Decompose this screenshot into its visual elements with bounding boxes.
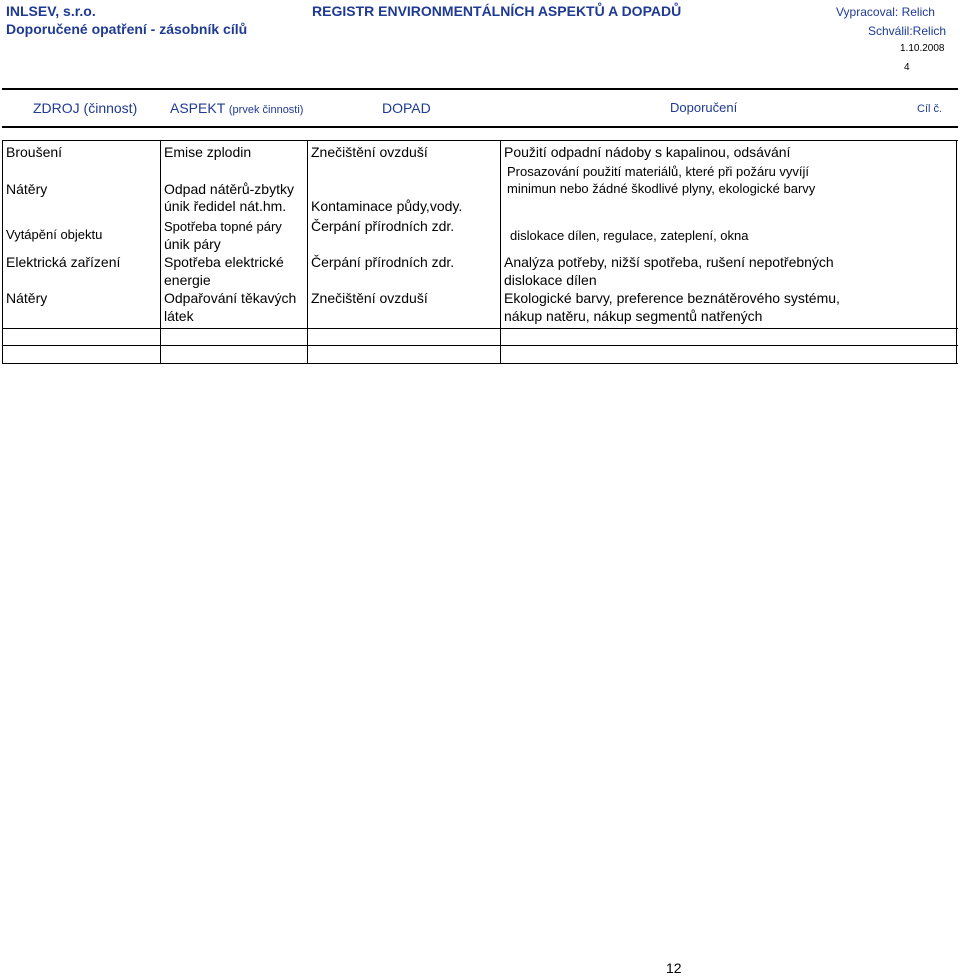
row-source: Nátěry bbox=[6, 181, 48, 197]
aspects-table bbox=[2, 140, 958, 364]
row-recommendation: Ekologické barvy, preference beznátěrového systému, bbox=[504, 290, 840, 306]
column-header-bar bbox=[2, 88, 958, 128]
row-divider bbox=[2, 345, 958, 346]
row-aspect: Odpařování těkavých bbox=[164, 290, 297, 306]
row-recommendation: Analýza potřeby, nižší spotřeba, rušení nepotřebných bbox=[504, 254, 834, 270]
approved-by: Schválil:Relich bbox=[868, 24, 947, 38]
document-subtitle: Doporučené opatření - zásobník cílů bbox=[6, 21, 248, 37]
row-recommendation: nákup natěru, nákup segmentů natřených bbox=[504, 308, 763, 324]
column-divider bbox=[500, 140, 501, 364]
column-header-aspect bbox=[170, 100, 303, 116]
row-source: Broušení bbox=[6, 144, 63, 160]
row-impact: Čerpání přírodních zdr. bbox=[311, 218, 455, 234]
row-source: Vytápění objektu bbox=[6, 227, 103, 242]
document-number: 4 bbox=[904, 62, 910, 73]
row-impact: Znečištění ovzduší bbox=[311, 290, 428, 306]
row-recommendation: dislokace dílen bbox=[504, 272, 597, 288]
row-divider bbox=[2, 328, 958, 329]
row-impact: Kontaminace půdy,vody. bbox=[311, 198, 463, 214]
table-rule-top bbox=[2, 140, 958, 141]
column-header-impact: DOPAD bbox=[382, 100, 431, 116]
row-aspect: Emise zplodin bbox=[164, 144, 252, 160]
column-header-aspect-label: ASPEKT bbox=[170, 100, 225, 116]
row-recommendation: dislokace dílen, regulace, zateplení, okna bbox=[510, 228, 749, 243]
column-header-source: ZDROJ (činnost) bbox=[33, 100, 138, 116]
register-title: REGISTR ENVIRONMENTÁLNÍCH ASPEKTŮ A DOPADŮ bbox=[312, 3, 682, 19]
document-date: 1.10.2008 bbox=[900, 43, 945, 54]
row-aspect: látek bbox=[164, 308, 194, 324]
row-aspect: Spotřeba elektrické bbox=[164, 254, 284, 270]
column-header-goal: Cíl č. bbox=[917, 103, 943, 115]
row-aspect: energie bbox=[164, 272, 211, 288]
row-source: Elektrická zařízení bbox=[6, 254, 121, 270]
row-aspect: Odpad nátěrů-zbytky bbox=[164, 181, 294, 197]
row-aspect: Spotřeba topné páry bbox=[164, 219, 282, 234]
row-impact: Znečištění ovzduší bbox=[311, 144, 428, 160]
page-number: 12 bbox=[666, 960, 682, 976]
row-recommendation: Prosazování použití materiálů, které při požáru vyvíjí bbox=[507, 164, 810, 179]
row-aspect: únik páry bbox=[164, 236, 221, 252]
column-header-aspect-note: (prvek činnosti) bbox=[228, 104, 304, 116]
table-border-right bbox=[956, 140, 957, 364]
row-source: Nátěry bbox=[6, 290, 48, 306]
table-border-left bbox=[2, 140, 3, 364]
company-name: INLSEV, s.r.o. bbox=[6, 3, 96, 19]
row-recommendation: Použití odpadní nádoby s kapalinou, odsávání bbox=[504, 144, 791, 160]
row-impact: Čerpání přírodních zdr. bbox=[311, 254, 455, 270]
row-recommendation: minimun nebo žádné škodlivé plyny, ekologické barvy bbox=[507, 181, 816, 196]
column-divider bbox=[160, 140, 161, 364]
table-rule-bottom bbox=[2, 363, 958, 364]
prepared-by: Vypracoval: Relich bbox=[836, 5, 935, 19]
row-aspect: únik ředidel nát.hm. bbox=[164, 198, 287, 214]
column-header-recommendation: Doporučení bbox=[670, 100, 738, 115]
column-divider bbox=[307, 140, 308, 364]
